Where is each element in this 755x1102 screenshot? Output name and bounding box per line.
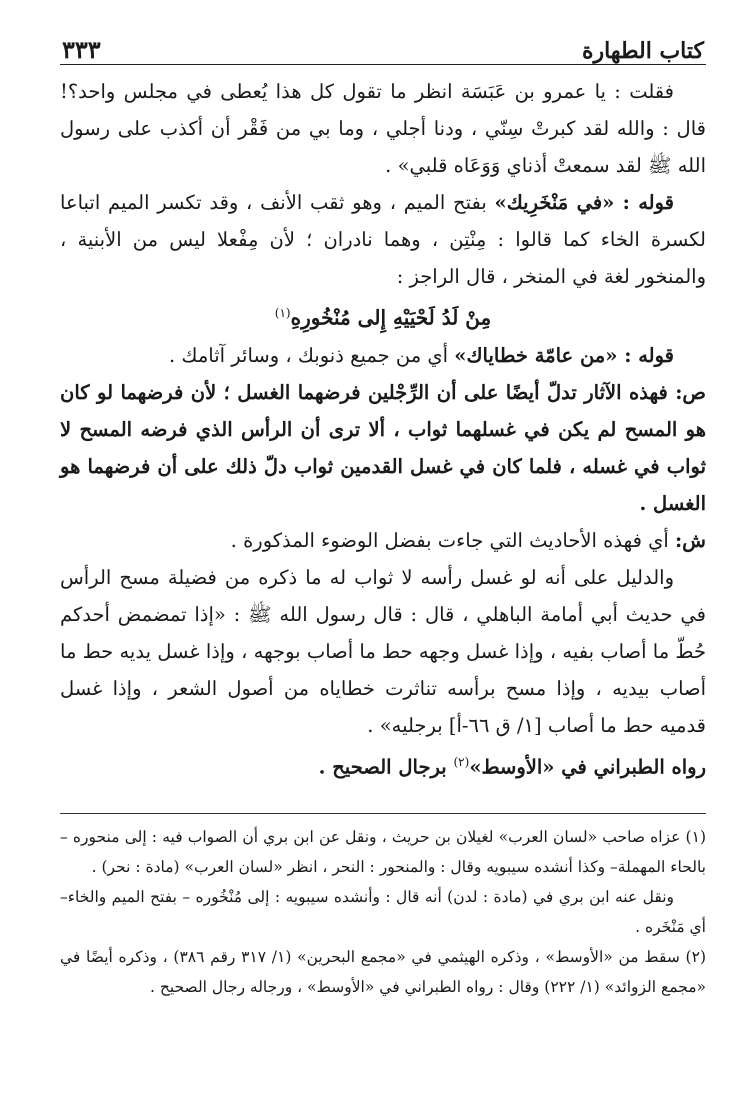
verse-text: مِنْ لَدُ لَحْيَيْهِ إِلى مُنْخُورِهِ (290, 305, 492, 330)
tabarani-text-b: برجال الصحيح . (318, 755, 454, 779)
paragraph-mankharik (60, 184, 706, 295)
paragraph-mankharik-text: بفتح الميم ، وهو ثقب الأنف ، وقد تكسر الميم اتباعا لكسرة الخاء كما قالوا : مِنْتِن ، وهما نادران ؛ لأن مِفْعلا ليس من الأبنية ، والمنخور لغة في المنخر ، قال الراجز : (60, 191, 706, 288)
footnotes (60, 822, 706, 1002)
page-number: ٣٣٣ (62, 35, 101, 64)
footnote-divider (60, 813, 706, 814)
sharh-marker: ش: (674, 528, 706, 552)
paragraph-khataya-text: أي من جميع ذنوبك ، وسائر آثامك . (169, 343, 455, 367)
sharh-text: أي فهذه الأحاديث التي جاءت بفضل الوضوء المذكورة . (230, 528, 675, 552)
matn-paragraph: ص: فهذه الآثار تدلّ أيضًا على أن الرِّجْلين فرضهما الغسل ؛ لأن فرضهما لو كان هو المسح لم يكن في غسلهما ثواب ، ألا ترى أن الرأس الذي فرضه المسح لا ثواب في غسله ، فلما كان في غسل القدمين ثواب دلّ ذلك على أن فرضهما هو الغسل . (60, 380, 706, 515)
paragraph-hadith-end: فقلت : يا عمرو بن عَبَسَة انظر ما تقول كل هذا يُعطى في مجلس واحد؟! قال : والله لقد كبرتْ سِنّي ، ودنا أجلي ، وما بي من فَقْر أن أكذب على رسول الله ﷺ لقد سمعتْ أذناي وَوَعَاه قلبي» . (60, 80, 706, 177)
book-page (60, 30, 706, 1002)
main-text (60, 73, 706, 785)
footnote-ref-2: (٢) (453, 754, 470, 769)
footnote-ref-1: (١) (274, 306, 291, 320)
verse-line (60, 295, 706, 337)
sharh-paragraph (60, 522, 706, 559)
paragraph-khataya (60, 337, 706, 374)
footnote-2: (٢) سقط من «الأوسط» ، وذكره الهيثمي في «مجمع البحرين» (١/ ٣١٧ رقم ٣٨٦) ، وذكره أيضًا في «مجمع الزوائد» (١/ ٢٢٢) وقال : رواه الطبراني في «الأوسط» ، ورجاله رجال الصحيح . (60, 948, 706, 997)
lemma-mankharik: قوله : «في مَنْخَرِيك» (494, 191, 675, 214)
footnote-1-continued: ونقل عنه ابن بري في (مادة : لدن) أنه قال : وأنشده سيبويه : إلى مُنْخُوره – بفتح الميم والخاء– أي مَنْخَره . (60, 888, 706, 937)
page-header (60, 30, 706, 65)
running-title: كتاب الطهارة (581, 38, 704, 64)
lemma-khataya: قوله : «من عامّة خطاياك» (454, 343, 674, 367)
footnote-1: (١) عزاه صاحب «لسان العرب» لغيلان بن حريث ، ونقل عن ابن بري أن الصواب فيه : إلى منحوره –بالحاء المهملة– وكذا أنشده سيبويه وقال : والمنحور : النحر ، انظر «لسان العرب» (مادة : نحر) . (60, 828, 706, 877)
tabarani-text-a: رواه الطبراني في «الأوسط» (469, 755, 706, 779)
paragraph-tabarani (60, 744, 706, 786)
paragraph-abu-umama: والدليل على أنه لو غسل رأسه لا ثواب له ما ذكره من فضيلة مسح الرأس في حديث أبي أمامة الباهلي ، قال : قال رسول الله ﷺ : «إذا تمضمض أحدكم حُطّ ما أصاب بفيه ، وإذا غسل وجهه حط ما أصاب بوجهه ، وإذا غسل يديه حط ما أصاب بيديه ، وإذا مسح برأسه تناثرت خطاياه من أصول الشعر ، وإذا غسل قدميه حط ما أصاب [١/ ق ٦٦-أ] برجليه» . (60, 565, 706, 737)
